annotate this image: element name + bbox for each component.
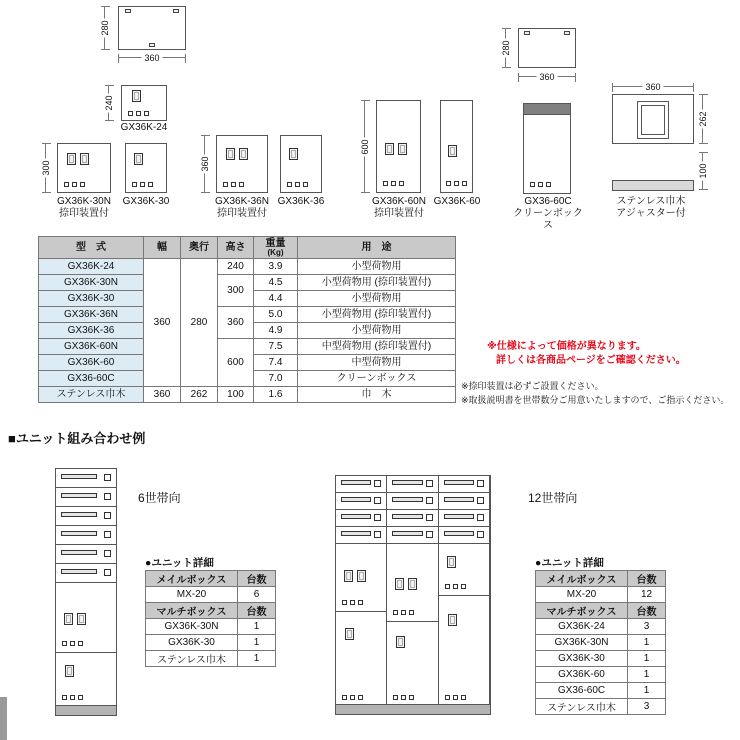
mailbox-slot bbox=[56, 488, 116, 507]
table-row: GX36-60C 1 bbox=[536, 683, 666, 699]
adjuster-plate-diagram bbox=[612, 94, 694, 144]
gx36k-36-diagram bbox=[280, 135, 322, 193]
mailbox-slot bbox=[439, 476, 489, 493]
use-cell: 中型荷物用 bbox=[298, 355, 456, 371]
mailbox-slot bbox=[387, 510, 437, 527]
unit-diagram-12 bbox=[335, 475, 491, 715]
mailbox-slot bbox=[336, 527, 386, 544]
lock-icon bbox=[65, 665, 74, 677]
lock-icon bbox=[447, 556, 456, 568]
stamp-lock-icon bbox=[395, 578, 417, 590]
vent-icon bbox=[530, 182, 551, 187]
mailbox-slot bbox=[439, 493, 489, 510]
hinge-mark bbox=[524, 31, 530, 35]
model-cell: GX36-60C bbox=[39, 371, 144, 387]
weight-cell: 7.0 bbox=[254, 371, 298, 387]
col-width: 幅 bbox=[144, 237, 181, 259]
use-cell: クリーンボックス bbox=[298, 371, 456, 387]
vent-icon bbox=[132, 182, 153, 187]
depth-cell: 280 bbox=[181, 259, 218, 387]
mailbox-slot bbox=[56, 469, 116, 488]
weight-cell: 5.0 bbox=[254, 307, 298, 323]
model-label: GX36K-60 bbox=[433, 196, 481, 207]
height-cell: 240 bbox=[218, 259, 254, 275]
mailbox-slot bbox=[387, 493, 437, 510]
vent-icon bbox=[342, 600, 363, 605]
gx36-60c-topview bbox=[518, 28, 576, 68]
table-row: マルチボックス 台数 bbox=[146, 603, 276, 619]
height-cell: 300 bbox=[218, 275, 254, 307]
gx36k-60n-diagram bbox=[376, 100, 421, 193]
dimension-height: 600 bbox=[364, 100, 365, 193]
gx36-60c-diagram bbox=[523, 103, 571, 194]
spec-table bbox=[38, 236, 456, 403]
table-row: GX36K-30N 1 bbox=[146, 619, 276, 635]
weight-cell: 7.4 bbox=[254, 355, 298, 371]
adjuster-opening bbox=[637, 101, 669, 139]
multibox-30n bbox=[56, 583, 116, 653]
unit-detail-table-6 bbox=[145, 570, 276, 667]
baseboard-diagram bbox=[612, 180, 694, 191]
stamp-lock-icon bbox=[64, 613, 86, 625]
multibox bbox=[439, 596, 489, 714]
mailbox-slot bbox=[336, 493, 386, 510]
table-row bbox=[39, 259, 456, 275]
section-heading: ■ユニット組み合わせ例 bbox=[8, 431, 146, 446]
table-row bbox=[39, 275, 456, 291]
model-cell: GX36K-36N bbox=[39, 307, 144, 323]
mailbox-slot bbox=[387, 527, 437, 544]
table-row bbox=[39, 339, 456, 355]
latch-mark bbox=[149, 43, 155, 47]
table-row: GX36K-30N 1 bbox=[536, 635, 666, 651]
lock-icon bbox=[132, 90, 141, 102]
dimension-width: 360 bbox=[118, 57, 186, 58]
weight-cell: 3.9 bbox=[254, 259, 298, 275]
model-cell: GX36K-30 bbox=[39, 291, 144, 307]
mailbox-slot bbox=[439, 527, 489, 544]
multibox bbox=[387, 544, 437, 622]
table-row: メイルボックス 台数 bbox=[536, 571, 666, 587]
gx36k-30n-diagram bbox=[57, 143, 111, 193]
mailbox-slot bbox=[56, 507, 116, 526]
weight-cell: 1.6 bbox=[254, 387, 298, 403]
baseboard bbox=[336, 704, 490, 714]
unit-column bbox=[387, 476, 438, 714]
table-row: GX36K-24 3 bbox=[536, 619, 666, 635]
model-cell: GX36K-60N bbox=[39, 339, 144, 355]
hinge-mark bbox=[564, 31, 570, 35]
stamp-lock-icon bbox=[385, 143, 407, 155]
weight-cell: 4.4 bbox=[254, 291, 298, 307]
table-row: MX-20 6 bbox=[146, 587, 276, 603]
use-cell: 小型荷物用 bbox=[298, 323, 456, 339]
model-cell: GX36K-24 bbox=[39, 259, 144, 275]
mailbox-slot bbox=[56, 545, 116, 564]
multibox bbox=[336, 612, 386, 714]
page-edge-bar bbox=[0, 697, 7, 740]
price-note: ※仕様によって価格が異なります。 詳しくは各商品ページをご確認ください。 bbox=[487, 341, 686, 366]
baseboard bbox=[56, 705, 116, 715]
table-row: メイルボックス 台数 bbox=[146, 571, 276, 587]
col-height: 高さ bbox=[218, 237, 254, 259]
lock-icon bbox=[448, 614, 457, 626]
table-row: GX36K-30 1 bbox=[536, 651, 666, 667]
col-weight: 重量 (Kg) bbox=[254, 237, 298, 259]
dimension-height: 300 bbox=[45, 143, 46, 193]
vent-icon bbox=[223, 182, 244, 187]
width-cell: 360 bbox=[144, 259, 181, 387]
height-cell: 360 bbox=[218, 307, 254, 339]
usage-notes: ※捺印装置は必ずご設置ください。 ※取扱説明書を世帯数分ご用意いたしますので、ご指示ください。 bbox=[461, 381, 730, 405]
col-model: 型 式 bbox=[39, 237, 144, 259]
vent-icon bbox=[62, 641, 83, 646]
model-label: GX36K-36 bbox=[277, 196, 325, 207]
model-label: GX36-60C クリーンボックス bbox=[513, 196, 583, 231]
lock-icon bbox=[396, 636, 405, 648]
vent-icon bbox=[393, 610, 414, 615]
height-cell: 100 bbox=[218, 387, 254, 403]
mailbox-slot bbox=[387, 476, 437, 493]
unit-detail-table-12 bbox=[535, 570, 666, 715]
dimension-height: 360 bbox=[204, 135, 205, 193]
vent-icon bbox=[128, 111, 149, 116]
dimension-height: 240 bbox=[108, 85, 109, 121]
mailbox-slot bbox=[336, 510, 386, 527]
hinge-mark bbox=[125, 9, 131, 13]
dimension-depth: 280 bbox=[505, 28, 506, 68]
gx36k-36n-diagram bbox=[216, 135, 268, 193]
vent-icon bbox=[446, 181, 467, 186]
unit-diagram-6 bbox=[55, 468, 117, 716]
vent-icon bbox=[64, 182, 85, 187]
lid-band bbox=[524, 104, 570, 115]
unit-column bbox=[439, 476, 490, 714]
use-cell: 小型荷物用 bbox=[298, 259, 456, 275]
model-label: GX36K-36N 捺印装置付 bbox=[215, 196, 269, 219]
model-label: GX36K-60N 捺印装置付 bbox=[372, 196, 426, 219]
lock-icon bbox=[289, 148, 298, 160]
table-row: GX36K-60 1 bbox=[536, 667, 666, 683]
multibox bbox=[387, 622, 437, 714]
weight-cell: 7.5 bbox=[254, 339, 298, 355]
col-use: 用 途 bbox=[298, 237, 456, 259]
table-row: ステンレス巾木 1 bbox=[146, 651, 276, 667]
use-cell: 巾 木 bbox=[298, 387, 456, 403]
table-row: ステンレス巾木 3 bbox=[536, 699, 666, 715]
dimension-height: 262 bbox=[702, 94, 703, 144]
weight-cell: 4.5 bbox=[254, 275, 298, 291]
spec-header-row bbox=[39, 237, 456, 259]
dimension-width: 360 bbox=[518, 76, 576, 77]
weight-cell: 4.9 bbox=[254, 323, 298, 339]
gx36k-24-diagram bbox=[121, 85, 167, 121]
model-label: GX36K-30 bbox=[122, 196, 170, 207]
col-depth: 奥行 bbox=[181, 237, 218, 259]
width-cell: 360 bbox=[144, 387, 181, 403]
vent-icon bbox=[342, 695, 363, 700]
use-cell: 小型荷物用 (捺印装置付) bbox=[298, 307, 456, 323]
table-row: マルチボックス 台数 bbox=[536, 603, 666, 619]
model-cell: ステンレス巾木 bbox=[39, 387, 144, 403]
height-cell: 600 bbox=[218, 339, 254, 387]
table-row: MX-20 12 bbox=[536, 587, 666, 603]
lock-icon bbox=[345, 628, 354, 640]
detail-title: ●ユニット詳細 bbox=[535, 557, 604, 569]
model-cell: GX36K-36 bbox=[39, 323, 144, 339]
lock-icon bbox=[448, 145, 457, 157]
mailbox-slot bbox=[56, 526, 116, 545]
stamp-lock-icon bbox=[344, 570, 366, 582]
detail-title: ●ユニット詳細 bbox=[145, 557, 214, 569]
household-label-12: 12世帯向 bbox=[528, 491, 578, 505]
household-label-6: 6世帯向 bbox=[138, 491, 181, 505]
vent-icon bbox=[287, 182, 308, 187]
hinge-mark bbox=[173, 9, 179, 13]
mailbox-slot bbox=[439, 510, 489, 527]
multibox-30 bbox=[56, 653, 116, 706]
vent-icon bbox=[445, 695, 466, 700]
mailbox-slot bbox=[336, 476, 386, 493]
model-label: GX36K-30N 捺印装置付 bbox=[57, 196, 111, 219]
topview-diagram bbox=[118, 6, 186, 50]
dimension-height: 100 bbox=[702, 152, 703, 190]
table-row bbox=[39, 387, 456, 403]
multibox bbox=[439, 544, 489, 596]
vent-icon bbox=[62, 695, 83, 700]
table-row bbox=[39, 307, 456, 323]
model-label: ステンレス巾木 アジャスター付 bbox=[616, 196, 686, 219]
depth-cell: 262 bbox=[181, 387, 218, 403]
unit-column bbox=[336, 476, 387, 714]
model-cell: GX36K-60 bbox=[39, 355, 144, 371]
stamp-lock-icon bbox=[67, 153, 89, 165]
use-cell: 中型荷物用 (捺印装置付) bbox=[298, 339, 456, 355]
model-label: GX36K-24 bbox=[120, 122, 168, 133]
vent-icon bbox=[383, 181, 404, 186]
multibox bbox=[336, 544, 386, 612]
gx36k-60-diagram bbox=[440, 100, 473, 193]
dimension-depth: 280 bbox=[104, 6, 105, 50]
use-cell: 小型荷物用 bbox=[298, 291, 456, 307]
lock-icon bbox=[134, 153, 143, 165]
gx36k-30-diagram bbox=[125, 143, 167, 193]
stamp-lock-icon bbox=[226, 148, 248, 160]
mailbox-slot bbox=[56, 564, 116, 583]
model-cell: GX36K-30N bbox=[39, 275, 144, 291]
table-row: GX36K-30 1 bbox=[146, 635, 276, 651]
vent-icon bbox=[393, 695, 414, 700]
use-cell: 小型荷物用 (捺印装置付) bbox=[298, 275, 456, 291]
vent-icon bbox=[445, 584, 466, 589]
dimension-width: 360 bbox=[612, 86, 694, 87]
